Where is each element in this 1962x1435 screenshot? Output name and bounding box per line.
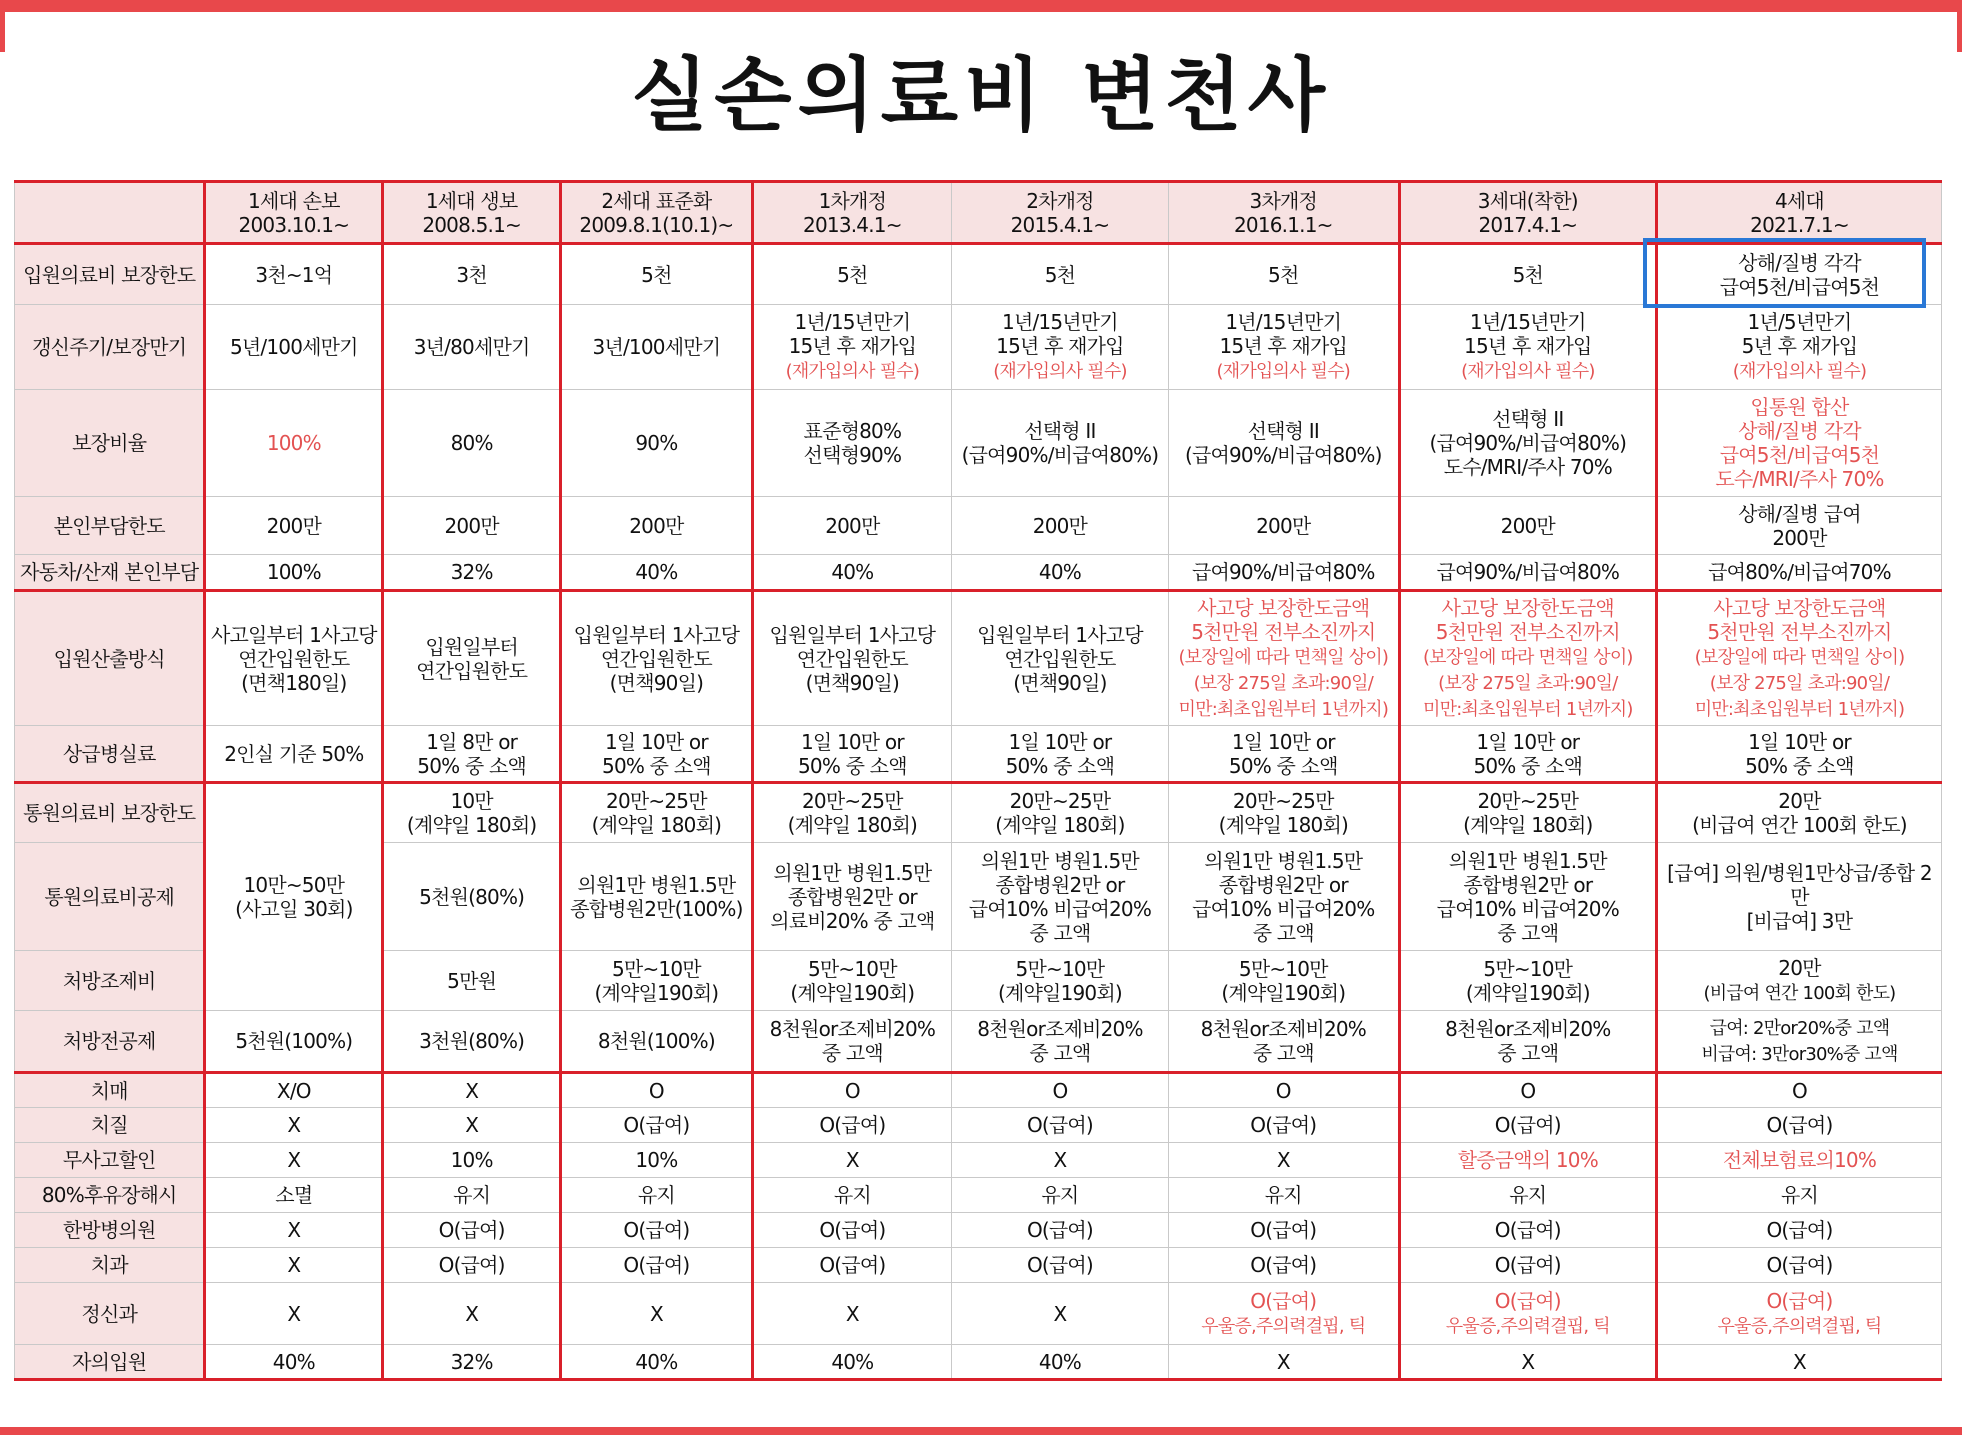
table-cell: 입원일부터 1사고당 연간입원한도 (면책90일) xyxy=(951,591,1168,726)
table-cell: X/O xyxy=(205,1073,383,1108)
table-cell: 100% xyxy=(205,555,383,591)
table-cell: 20만~25만 (계약일 180회) xyxy=(561,783,753,843)
column-header: 3차개정 2016.1.1~ xyxy=(1168,182,1399,244)
table-cell: X xyxy=(205,1108,383,1143)
table-cell: 2인실 기준 50% xyxy=(205,726,383,783)
column-header: 2세대 표준화 2009.8.1(10.1)~ xyxy=(561,182,753,244)
table-row xyxy=(15,305,1942,390)
table-cell: X xyxy=(561,1283,753,1345)
table-cell: X xyxy=(383,1073,561,1108)
table-cell: 1일 10만 or 50% 중 소액 xyxy=(1399,726,1656,783)
table-cell: 40% xyxy=(951,555,1168,591)
table-cell: 급여: 2만or20%중 고액 비급여: 3만or30%중 고액 xyxy=(1656,1011,1941,1073)
table-cell: O(급여) xyxy=(1399,1248,1656,1283)
highlight-box xyxy=(1643,238,1926,308)
table-cell: O(급여) xyxy=(1399,1108,1656,1143)
column-header: 1차개정 2013.4.1~ xyxy=(752,182,951,244)
table-cell: 40% xyxy=(752,1345,951,1380)
table-cell: O xyxy=(951,1073,1168,1108)
table-cell: 200만 xyxy=(561,497,753,555)
table-cell: 1년/15년만기 15년 후 재가입 (재가입의사 필수) xyxy=(1168,305,1399,390)
table-cell: X xyxy=(1656,1345,1941,1380)
table-cell: 1년/15년만기 15년 후 재가입 (재가입의사 필수) xyxy=(951,305,1168,390)
table-cell: 소멸 xyxy=(205,1178,383,1213)
table-cell: 1일 10만 or 50% 중 소액 xyxy=(1656,726,1941,783)
table-cell: 5천원(80%) xyxy=(383,843,561,951)
comparison-table xyxy=(14,180,1942,1381)
table-cell: 1일 10만 or 50% 중 소액 xyxy=(951,726,1168,783)
table-cell: 사고당 보장한도금액 5천만원 전부소진까지 (보장일에 따라 면책일 상이) (보장 275일 초과:90일/ 미만:최초입원부터 1년까지) xyxy=(1168,591,1399,726)
table-cell: [급여] 의원/병원1만상급/종합 2만 [비급여] 3만 xyxy=(1656,843,1941,951)
table-cell: O(급여) 우울증,주의력결핍, 틱 xyxy=(1168,1283,1399,1345)
table-cell: 40% xyxy=(752,555,951,591)
table-cell: 입원일부터 연간입원한도 xyxy=(383,591,561,726)
table-cell: 90% xyxy=(561,390,753,497)
table-cell: O(급여) xyxy=(1399,1213,1656,1248)
table-cell: 5천 xyxy=(752,244,951,305)
table-row xyxy=(15,1283,1942,1345)
table-cell: 80% xyxy=(383,390,561,497)
row-label: 처방전공제 xyxy=(15,1011,205,1073)
table-cell: 3천~1억 xyxy=(205,244,383,305)
table-cell: O(급여) xyxy=(561,1213,753,1248)
row-label: 80%후유장해시 xyxy=(15,1178,205,1213)
table-cell: 8천원or조제비20% 중 고액 xyxy=(951,1011,1168,1073)
table-cell: 5만~10만 (계약일190회) xyxy=(752,951,951,1011)
row-label: 무사고할인 xyxy=(15,1143,205,1178)
table-cell: 200만 xyxy=(752,497,951,555)
table-cell: 상해/질병 각각 급여5천/비급여5천 xyxy=(1656,244,1941,305)
column-header: 2차개정 2015.4.1~ xyxy=(951,182,1168,244)
table-cell: 10% xyxy=(561,1143,753,1178)
top-left-accent xyxy=(0,12,5,52)
table-cell: 유지 xyxy=(752,1178,951,1213)
table-cell: 유지 xyxy=(561,1178,753,1213)
table-cell: 200만 xyxy=(383,497,561,555)
header-row xyxy=(15,182,1942,244)
table-row xyxy=(15,726,1942,783)
table-cell: 1일 10만 or 50% 중 소액 xyxy=(752,726,951,783)
row-label: 본인부담한도 xyxy=(15,497,205,555)
row-label: 치매 xyxy=(15,1073,205,1108)
table-cell: 1년/15년만기 15년 후 재가입 (재가입의사 필수) xyxy=(1399,305,1656,390)
table-cell: 의원1만 병원1.5만 종합병원2만 or 급여10% 비급여20% 중 고액 xyxy=(1168,843,1399,951)
table-cell: X xyxy=(205,1143,383,1178)
table-cell: 20만~25만 (계약일 180회) xyxy=(951,783,1168,843)
table-cell: 8천원or조제비20% 중 고액 xyxy=(1399,1011,1656,1073)
table-cell: O(급여) xyxy=(752,1248,951,1283)
table-cell: 유지 xyxy=(1399,1178,1656,1213)
table-cell: O(급여) 우울증,주의력결핍, 틱 xyxy=(1656,1283,1941,1345)
table-row xyxy=(15,1143,1942,1178)
table-cell: 입통원 합산 상해/질병 각각 급여5천/비급여5천 도수/MRI/주사 70% xyxy=(1656,390,1941,497)
row-label: 치과 xyxy=(15,1248,205,1283)
table-row xyxy=(15,1178,1942,1213)
table-row xyxy=(15,497,1942,555)
table-cell: 할증금액의 10% xyxy=(1399,1143,1656,1178)
page-title: 실손의료비 변천사 xyxy=(630,49,1332,142)
table-cell: O(급여) xyxy=(1168,1213,1399,1248)
table-cell: O(급여) xyxy=(1656,1248,1941,1283)
table-cell: X xyxy=(205,1213,383,1248)
row-label: 통원의료비 보장한도 xyxy=(15,783,205,843)
column-header: 3세대(착한) 2017.4.1~ xyxy=(1399,182,1656,244)
table-cell: 유지 xyxy=(1168,1178,1399,1213)
table-cell: 표준형80% 선택형90% xyxy=(752,390,951,497)
table-cell: 200만 xyxy=(1399,497,1656,555)
table-cell: 5만~10만 (계약일190회) xyxy=(1168,951,1399,1011)
table-cell: O(급여) xyxy=(1656,1213,1941,1248)
row-label: 갱신주기/보장만기 xyxy=(15,305,205,390)
table-cell: 의원1만 병원1.5만 종합병원2만 or 의료비20% 중 고액 xyxy=(752,843,951,951)
table-cell: 100% xyxy=(205,390,383,497)
table-cell: O(급여) xyxy=(383,1248,561,1283)
table-cell: 선택형 II (급여90%/비급여80%) xyxy=(1168,390,1399,497)
table-cell: 5천 xyxy=(951,244,1168,305)
table-cell: 선택형 II (급여90%/비급여80%) 도수/MRI/주사 70% xyxy=(1399,390,1656,497)
table-row xyxy=(15,1248,1942,1283)
table-cell: X xyxy=(205,1283,383,1345)
table-cell: 1년/5년만기 5년 후 재가입 (재가입의사 필수) xyxy=(1656,305,1941,390)
table-cell: X xyxy=(951,1283,1168,1345)
table-row xyxy=(15,591,1942,726)
table-cell: O(급여) xyxy=(1168,1108,1399,1143)
table-cell: O xyxy=(1656,1073,1941,1108)
table-row xyxy=(15,1073,1942,1108)
table-cell: 40% xyxy=(205,1345,383,1380)
table-cell: O(급여) xyxy=(752,1108,951,1143)
table-cell: 20만~25만 (계약일 180회) xyxy=(752,783,951,843)
table-cell: 8천원(100%) xyxy=(561,1011,753,1073)
table-cell: 200만 xyxy=(951,497,1168,555)
row-label: 치질 xyxy=(15,1108,205,1143)
table-cell: 유지 xyxy=(951,1178,1168,1213)
table-row xyxy=(15,1345,1942,1380)
table-cell: 유지 xyxy=(1656,1178,1941,1213)
top-accent-bar xyxy=(0,0,1962,12)
table-cell: 20만 (비급여 연간 100회 한도) xyxy=(1656,783,1941,843)
table-cell: O xyxy=(1399,1073,1656,1108)
table-cell: 20만~25만 (계약일 180회) xyxy=(1399,783,1656,843)
table-cell: 5만~10만 (계약일190회) xyxy=(1399,951,1656,1011)
table-cell: 20만~25만 (계약일 180회) xyxy=(1168,783,1399,843)
table-cell: 3년/100세만기 xyxy=(561,305,753,390)
table-cell: O(급여) xyxy=(383,1213,561,1248)
table-cell: 10만~50만 (사고일 30회) xyxy=(205,783,383,1011)
table-cell: X xyxy=(951,1143,1168,1178)
table-cell: O(급여) xyxy=(561,1248,753,1283)
table-cell: X xyxy=(752,1283,951,1345)
table-cell: 5만~10만 (계약일190회) xyxy=(951,951,1168,1011)
table-cell: X xyxy=(205,1248,383,1283)
top-right-accent xyxy=(1957,12,1962,52)
table-cell: 200만 xyxy=(205,497,383,555)
table-cell: 급여90%/비급여80% xyxy=(1399,555,1656,591)
table-cell: 40% xyxy=(561,555,753,591)
table-cell: O xyxy=(561,1073,753,1108)
table-cell: 1일 10만 or 50% 중 소액 xyxy=(1168,726,1399,783)
table-cell: 의원1만 병원1.5만 종합병원2만 or 급여10% 비급여20% 중 고액 xyxy=(951,843,1168,951)
table-cell: 5만원 xyxy=(383,951,561,1011)
row-label: 상급병실료 xyxy=(15,726,205,783)
row-label: 통원의료비공제 xyxy=(15,843,205,951)
table-cell: O xyxy=(1168,1073,1399,1108)
table-cell: O(급여) xyxy=(752,1213,951,1248)
table-cell: 급여80%/비급여70% xyxy=(1656,555,1941,591)
table-cell: 급여90%/비급여80% xyxy=(1168,555,1399,591)
table-cell: 5천 xyxy=(1399,244,1656,305)
table-cell: 의원1만 병원1.5만 종합병원2만 or 급여10% 비급여20% 중 고액 xyxy=(1399,843,1656,951)
table-cell: 8천원or조제비20% 중 고액 xyxy=(1168,1011,1399,1073)
table-cell: 5만~10만 (계약일190회) xyxy=(561,951,753,1011)
table-row xyxy=(15,555,1942,591)
table-cell: X xyxy=(752,1143,951,1178)
table-cell: 상해/질병 급여 200만 xyxy=(1656,497,1941,555)
row-label: 입원의료비 보장한도 xyxy=(15,244,205,305)
table-row xyxy=(15,390,1942,497)
row-label: 한방병의원 xyxy=(15,1213,205,1248)
column-header: 1세대 손보 2003.10.1~ xyxy=(205,182,383,244)
table-cell: 10% xyxy=(383,1143,561,1178)
table-cell: X xyxy=(383,1283,561,1345)
row-label: 자의입원 xyxy=(15,1345,205,1380)
bottom-accent-bar xyxy=(0,1427,1962,1435)
table-cell: X xyxy=(383,1108,561,1143)
table-cell: 200만 xyxy=(1168,497,1399,555)
table-row xyxy=(15,1108,1942,1143)
table-cell: 5천원(100%) xyxy=(205,1011,383,1073)
column-header: 1세대 생보 2008.5.1~ xyxy=(383,182,561,244)
table-row xyxy=(15,783,1942,843)
table-cell: 8천원or조제비20% 중 고액 xyxy=(752,1011,951,1073)
table-cell: 5천 xyxy=(1168,244,1399,305)
table-cell: 10만 (계약일 180회) xyxy=(383,783,561,843)
table-cell: O(급여) xyxy=(951,1248,1168,1283)
table-cell: 40% xyxy=(951,1345,1168,1380)
table-cell: 유지 xyxy=(383,1178,561,1213)
table-row xyxy=(15,1213,1942,1248)
table-cell: O(급여) xyxy=(561,1108,753,1143)
table-cell: O(급여) xyxy=(951,1213,1168,1248)
table-cell: 40% xyxy=(561,1345,753,1380)
table-row xyxy=(15,1011,1942,1073)
table-cell: O(급여) xyxy=(951,1108,1168,1143)
table-cell: O(급여) xyxy=(1168,1248,1399,1283)
table-cell: 입원일부터 1사고당 연간입원한도 (면책90일) xyxy=(752,591,951,726)
table-cell: 사고당 보장한도금액 5천만원 전부소진까지 (보장일에 따라 면책일 상이) (보장 275일 초과:90일/ 미만:최초입원부터 1년까지) xyxy=(1399,591,1656,726)
table-cell: X xyxy=(1168,1345,1399,1380)
table-cell: 32% xyxy=(383,1345,561,1380)
table-cell: 3천 xyxy=(383,244,561,305)
table-cell: 1일 8만 or 50% 중 소액 xyxy=(383,726,561,783)
table-cell: O(급여) xyxy=(1656,1108,1941,1143)
table-cell: X xyxy=(1168,1143,1399,1178)
table-cell: X xyxy=(1399,1345,1656,1380)
table-cell: 1년/15년만기 15년 후 재가입 (재가입의사 필수) xyxy=(752,305,951,390)
table-cell: 사고일부터 1사고당 연간입원한도 (면책180일) xyxy=(205,591,383,726)
row-label: 처방조제비 xyxy=(15,951,205,1011)
table-cell: 5년/100세만기 xyxy=(205,305,383,390)
table-cell: O(급여) 우울증,주의력결핍, 틱 xyxy=(1399,1283,1656,1345)
table-cell: 선택형 II (급여90%/비급여80%) xyxy=(951,390,1168,497)
table-cell: 입원일부터 1사고당 연간입원한도 (면책90일) xyxy=(561,591,753,726)
table-cell: 전체보험료의10% xyxy=(1656,1143,1941,1178)
table-cell: 20만 (비급여 연간 100회 한도) xyxy=(1656,951,1941,1011)
row-label: 입원산출방식 xyxy=(15,591,205,726)
table-cell: 의원1만 병원1.5만 종합병원2만(100%) xyxy=(561,843,753,951)
table-cell: O xyxy=(752,1073,951,1108)
column-header: 4세대 2021.7.1~ xyxy=(1656,182,1941,244)
row-label: 보장비율 xyxy=(15,390,205,497)
table-cell: 3년/80세만기 xyxy=(383,305,561,390)
header-corner xyxy=(15,182,205,244)
table-cell: 사고당 보장한도금액 5천만원 전부소진까지 (보장일에 따라 면책일 상이) (보장 275일 초과:90일/ 미만:최초입원부터 1년까지) xyxy=(1656,591,1941,726)
table-cell: 3천원(80%) xyxy=(383,1011,561,1073)
row-label: 자동차/산재 본인부담 xyxy=(15,555,205,591)
row-label: 정신과 xyxy=(15,1283,205,1345)
table-cell: 1일 10만 or 50% 중 소액 xyxy=(561,726,753,783)
table-cell: 32% xyxy=(383,555,561,591)
table-cell: 5천 xyxy=(561,244,753,305)
